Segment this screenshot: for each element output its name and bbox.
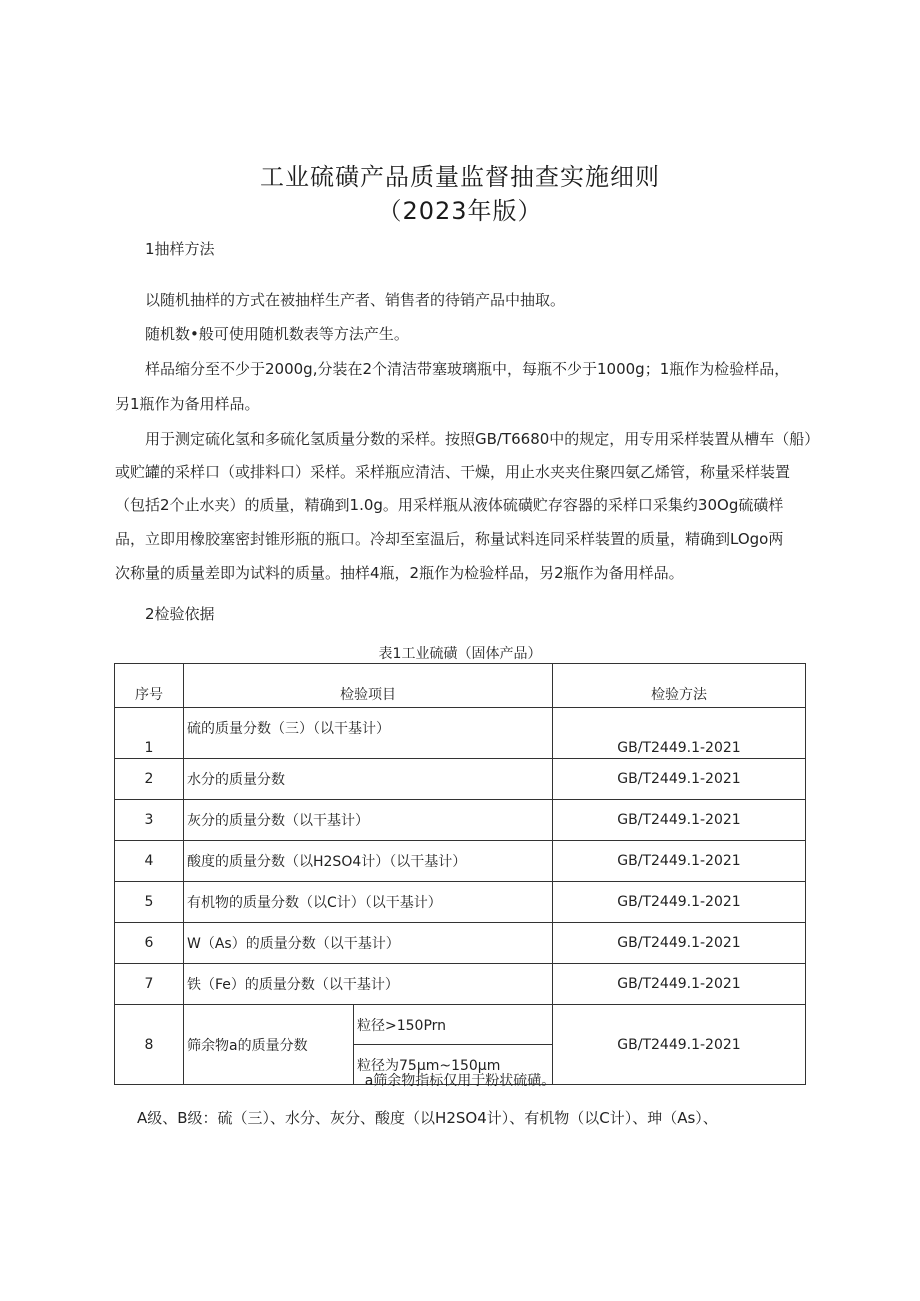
table-footnote: a筛余物指标仅用于粉状硫磺。 xyxy=(364,1073,556,1089)
row-subitem-fine: 粒径为75μm~150μm xyxy=(354,1045,553,1085)
trailing-paragraph: A级、B级：硫（三）、水分、灰分、酸度（以H2SO4计）、有机物（以C计）、珅（As）、 xyxy=(137,1109,718,1127)
table-row xyxy=(115,800,806,841)
row-method: GB/T2449.1-2021 xyxy=(553,708,806,759)
header-item: 检验项目 xyxy=(184,664,553,708)
row-method: GB/T2449.1-2021 xyxy=(553,923,806,964)
paragraph: 样品缩分至不少于2000g,分装在2个清洁带塞玻璃瓶中，每瓶不少于1000g；1瓶作为检验样品， xyxy=(145,360,790,378)
row-no: 5 xyxy=(115,882,184,923)
row-item: 铁（Fe）的质量分数（以干基计） xyxy=(184,964,553,1005)
row-item: 水分的质量分数 xyxy=(184,759,553,800)
document-edition: （2023年版） xyxy=(377,197,543,225)
header-no: 序号 xyxy=(115,664,184,708)
table-header-row xyxy=(115,664,806,708)
row-method: GB/T2449.1-2021 xyxy=(553,964,806,1005)
row-method: GB/T2449.1-2021 xyxy=(553,882,806,923)
row-item: 酸度的质量分数（以H2SO4计）（以干基计） xyxy=(184,841,553,882)
document-title: 工业硫磺产品质量监督抽查实施细则 xyxy=(260,163,660,191)
row-no: 1 xyxy=(115,708,184,759)
row-no: 3 xyxy=(115,800,184,841)
table-caption: 表1工业硫磺（固体产品） xyxy=(378,646,542,662)
header-method: 检验方法 xyxy=(553,664,806,708)
table-row xyxy=(115,841,806,882)
paragraph-continuation: 另1瓶作为备用样品。 xyxy=(115,395,260,413)
paragraph-continuation: 品，立即用橡胶塞密封锥形瓶的瓶口。冷却至室温后，称量试料连同采样装置的质量，精确到LOgo两 xyxy=(115,530,784,548)
row-no: 7 xyxy=(115,964,184,1005)
inspection-table xyxy=(114,663,806,1085)
paragraph-continuation: （包括2个止水夹）的质量，精确到1.0g。用采样瓶从液体硫磺贮存容器的采样口采集约30Og硫磺样 xyxy=(115,496,784,514)
row-method: GB/T2449.1-2021 xyxy=(553,841,806,882)
row-item: 灰分的质量分数（以干基计） xyxy=(184,800,553,841)
row-item: W（As）的质量分数（以干基计） xyxy=(184,923,553,964)
paragraph: 随机数•般可使用随机数表等方法产生。 xyxy=(145,325,409,343)
paragraph: 用于测定硫化氢和多硫化氢质量分数的采样。按照GB/T6680中的规定，用专用采样装置从槽车（船） xyxy=(145,430,820,448)
row-subitem-coarse: 粒径>150Prn xyxy=(354,1005,553,1045)
table-row xyxy=(115,1005,806,1045)
row-no: 6 xyxy=(115,923,184,964)
table-row xyxy=(115,759,806,800)
table-row xyxy=(115,964,806,1005)
row-item: 硫的质量分数（三）（以干基计） xyxy=(184,708,553,759)
row-no: 4 xyxy=(115,841,184,882)
row-no: 8 xyxy=(115,1005,184,1085)
paragraph: 以随机抽样的方式在被抽样生产者、销售者的待销产品中抽取。 xyxy=(145,291,566,309)
section-2-heading: 2检验依据 xyxy=(145,605,215,623)
row-no: 2 xyxy=(115,759,184,800)
paragraph-continuation: 或贮罐的采样口（或排料口）采样。采样瓶应清洁、干燥，用止水夹夹住聚四氨乙烯管，称量采样装置 xyxy=(115,463,791,481)
section-1-heading: 1抽样方法 xyxy=(145,240,215,258)
row-item: 有机物的质量分数（以C计）（以干基计） xyxy=(184,882,553,923)
row-item: 筛余物a的质量分数 xyxy=(184,1005,354,1085)
table-row xyxy=(115,923,806,964)
row-method: GB/T2449.1-2021 xyxy=(553,1005,806,1085)
table-row xyxy=(115,708,806,759)
table-row xyxy=(115,882,806,923)
row-method: GB/T2449.1-2021 xyxy=(553,759,806,800)
paragraph-continuation: 次称量的质量差即为试料的质量。抽样4瓶，2瓶作为检验样品，另2瓶作为备用样品。 xyxy=(115,564,684,582)
row-method: GB/T2449.1-2021 xyxy=(553,800,806,841)
